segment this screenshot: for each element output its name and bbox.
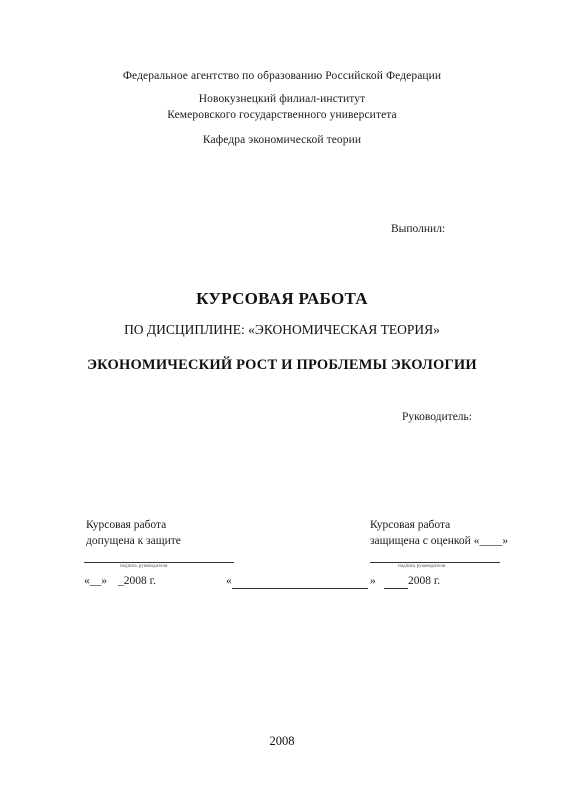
right-block-line2: защищена с оценкой «____» [370,535,509,547]
branch-name: Новокузнецкий филиал-институт [198,93,366,105]
right-date-close: » [370,575,376,587]
university-name: Кемеровского государственного университета [167,109,397,121]
performed-label: Выполнил: [391,223,446,235]
right-date-open: « [226,575,232,587]
document-title: КУРСОВАЯ РАБОТА [196,289,368,308]
left-date-prefix: «__» [84,575,107,587]
left-block-line2: допущена к защите [86,535,181,547]
right-year-line [384,588,408,589]
left-block-line1: Курсовая работа [86,519,167,531]
right-signature-line [370,562,500,563]
right-date-line [232,588,368,589]
agency-name: Федеральное агентство по образованию Российской Федерации [122,70,442,82]
left-signature-line [84,562,234,563]
right-signature-caption: подпись руководителя [398,564,446,569]
department-name: Кафедра экономической теории [202,134,362,146]
topic-title: ЭКОНОМИЧЕСКИЙ РОСТ И ПРОБЛЕМЫ ЭКОЛОГИИ [87,357,477,373]
right-date-year: 2008 г. [408,575,441,587]
left-date-year: _2008 г. [118,575,156,587]
right-block-line1: Курсовая работа [370,519,451,531]
left-signature-caption: подпись руководителя [120,564,168,569]
footer-year: 2008 [269,734,295,748]
supervisor-label: Руководитель: [402,411,472,423]
discipline-line: ПО ДИСЦИПЛИНЕ: «ЭКОНОМИЧЕСКАЯ ТЕОРИЯ» [124,322,440,337]
